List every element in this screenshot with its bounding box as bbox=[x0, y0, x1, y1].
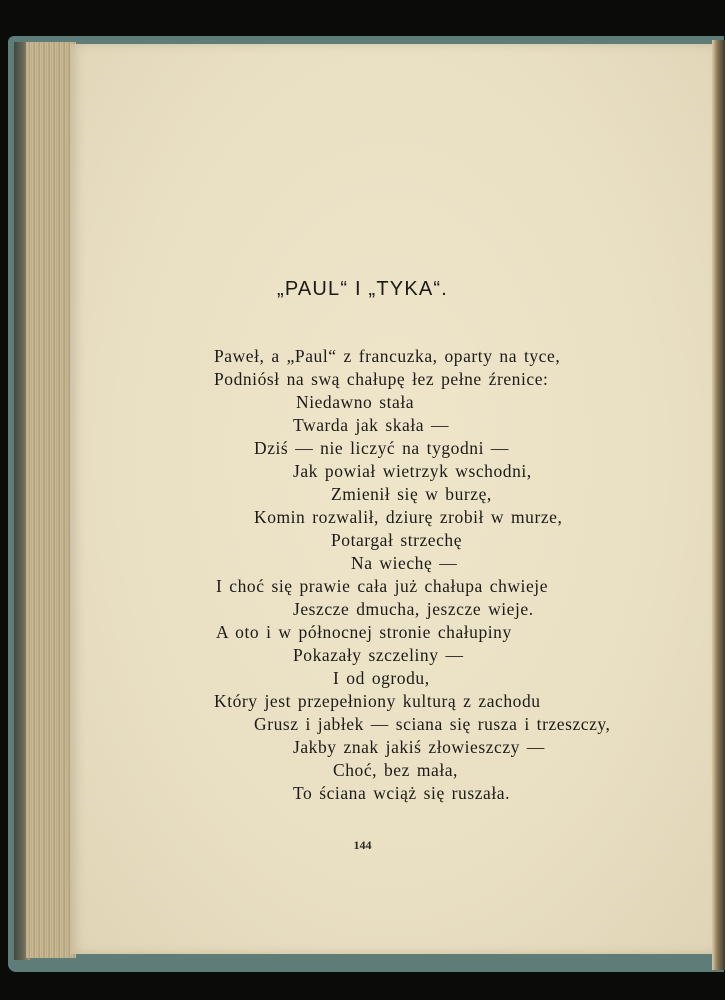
poem-title: „PAUL“ I „TYKA“. bbox=[276, 278, 449, 300]
poem-line: Niedawno stała bbox=[296, 392, 415, 412]
poem-line: I choć się prawie cała już chałupa chwieje bbox=[216, 576, 549, 596]
poem-line: Potargał strzechę bbox=[331, 530, 463, 550]
poem-line: Jak powiał wietrzyk wschodni, bbox=[293, 461, 532, 481]
page-number: 144 bbox=[353, 838, 372, 852]
poem-line: Pokazały szczeliny — bbox=[293, 645, 464, 665]
poem-line: Na wiechę — bbox=[351, 553, 458, 573]
page-right-edge bbox=[712, 40, 725, 970]
poem-line: Jakby znak jakiś złowieszczy — bbox=[293, 737, 545, 757]
poem-line: Zmienił się w burzę, bbox=[331, 484, 492, 504]
poem-line: Grusz i jabłek — sciana się rusza i trzeszczy, bbox=[254, 714, 611, 734]
poem-line: To ściana wciąż się ruszała. bbox=[293, 783, 511, 803]
poem-line: Podniósł na swą chałupę łez pełne źrenice: bbox=[214, 369, 549, 389]
poem-line: Który jest przepełniony kulturą z zachodu bbox=[214, 691, 541, 711]
poem-line: Dziś — nie liczyć na tygodni — bbox=[254, 438, 509, 458]
poem-line: Twarda jak skała — bbox=[293, 415, 450, 435]
poem-line: I od ogrodu, bbox=[333, 668, 430, 688]
poem-line: Choć, bez mała, bbox=[333, 760, 458, 780]
poem-line: A oto i w północnej stronie chałupiny bbox=[216, 622, 512, 642]
poem-line: Komin rozwalił, dziurę zrobił w murze, bbox=[254, 507, 563, 527]
poem-line: Jeszcze dmucha, jeszcze wieje. bbox=[293, 599, 534, 619]
page-stack-edge bbox=[26, 42, 76, 958]
poem-line: Paweł, a „Paul“ z francuzka, oparty na tyce, bbox=[214, 346, 561, 366]
